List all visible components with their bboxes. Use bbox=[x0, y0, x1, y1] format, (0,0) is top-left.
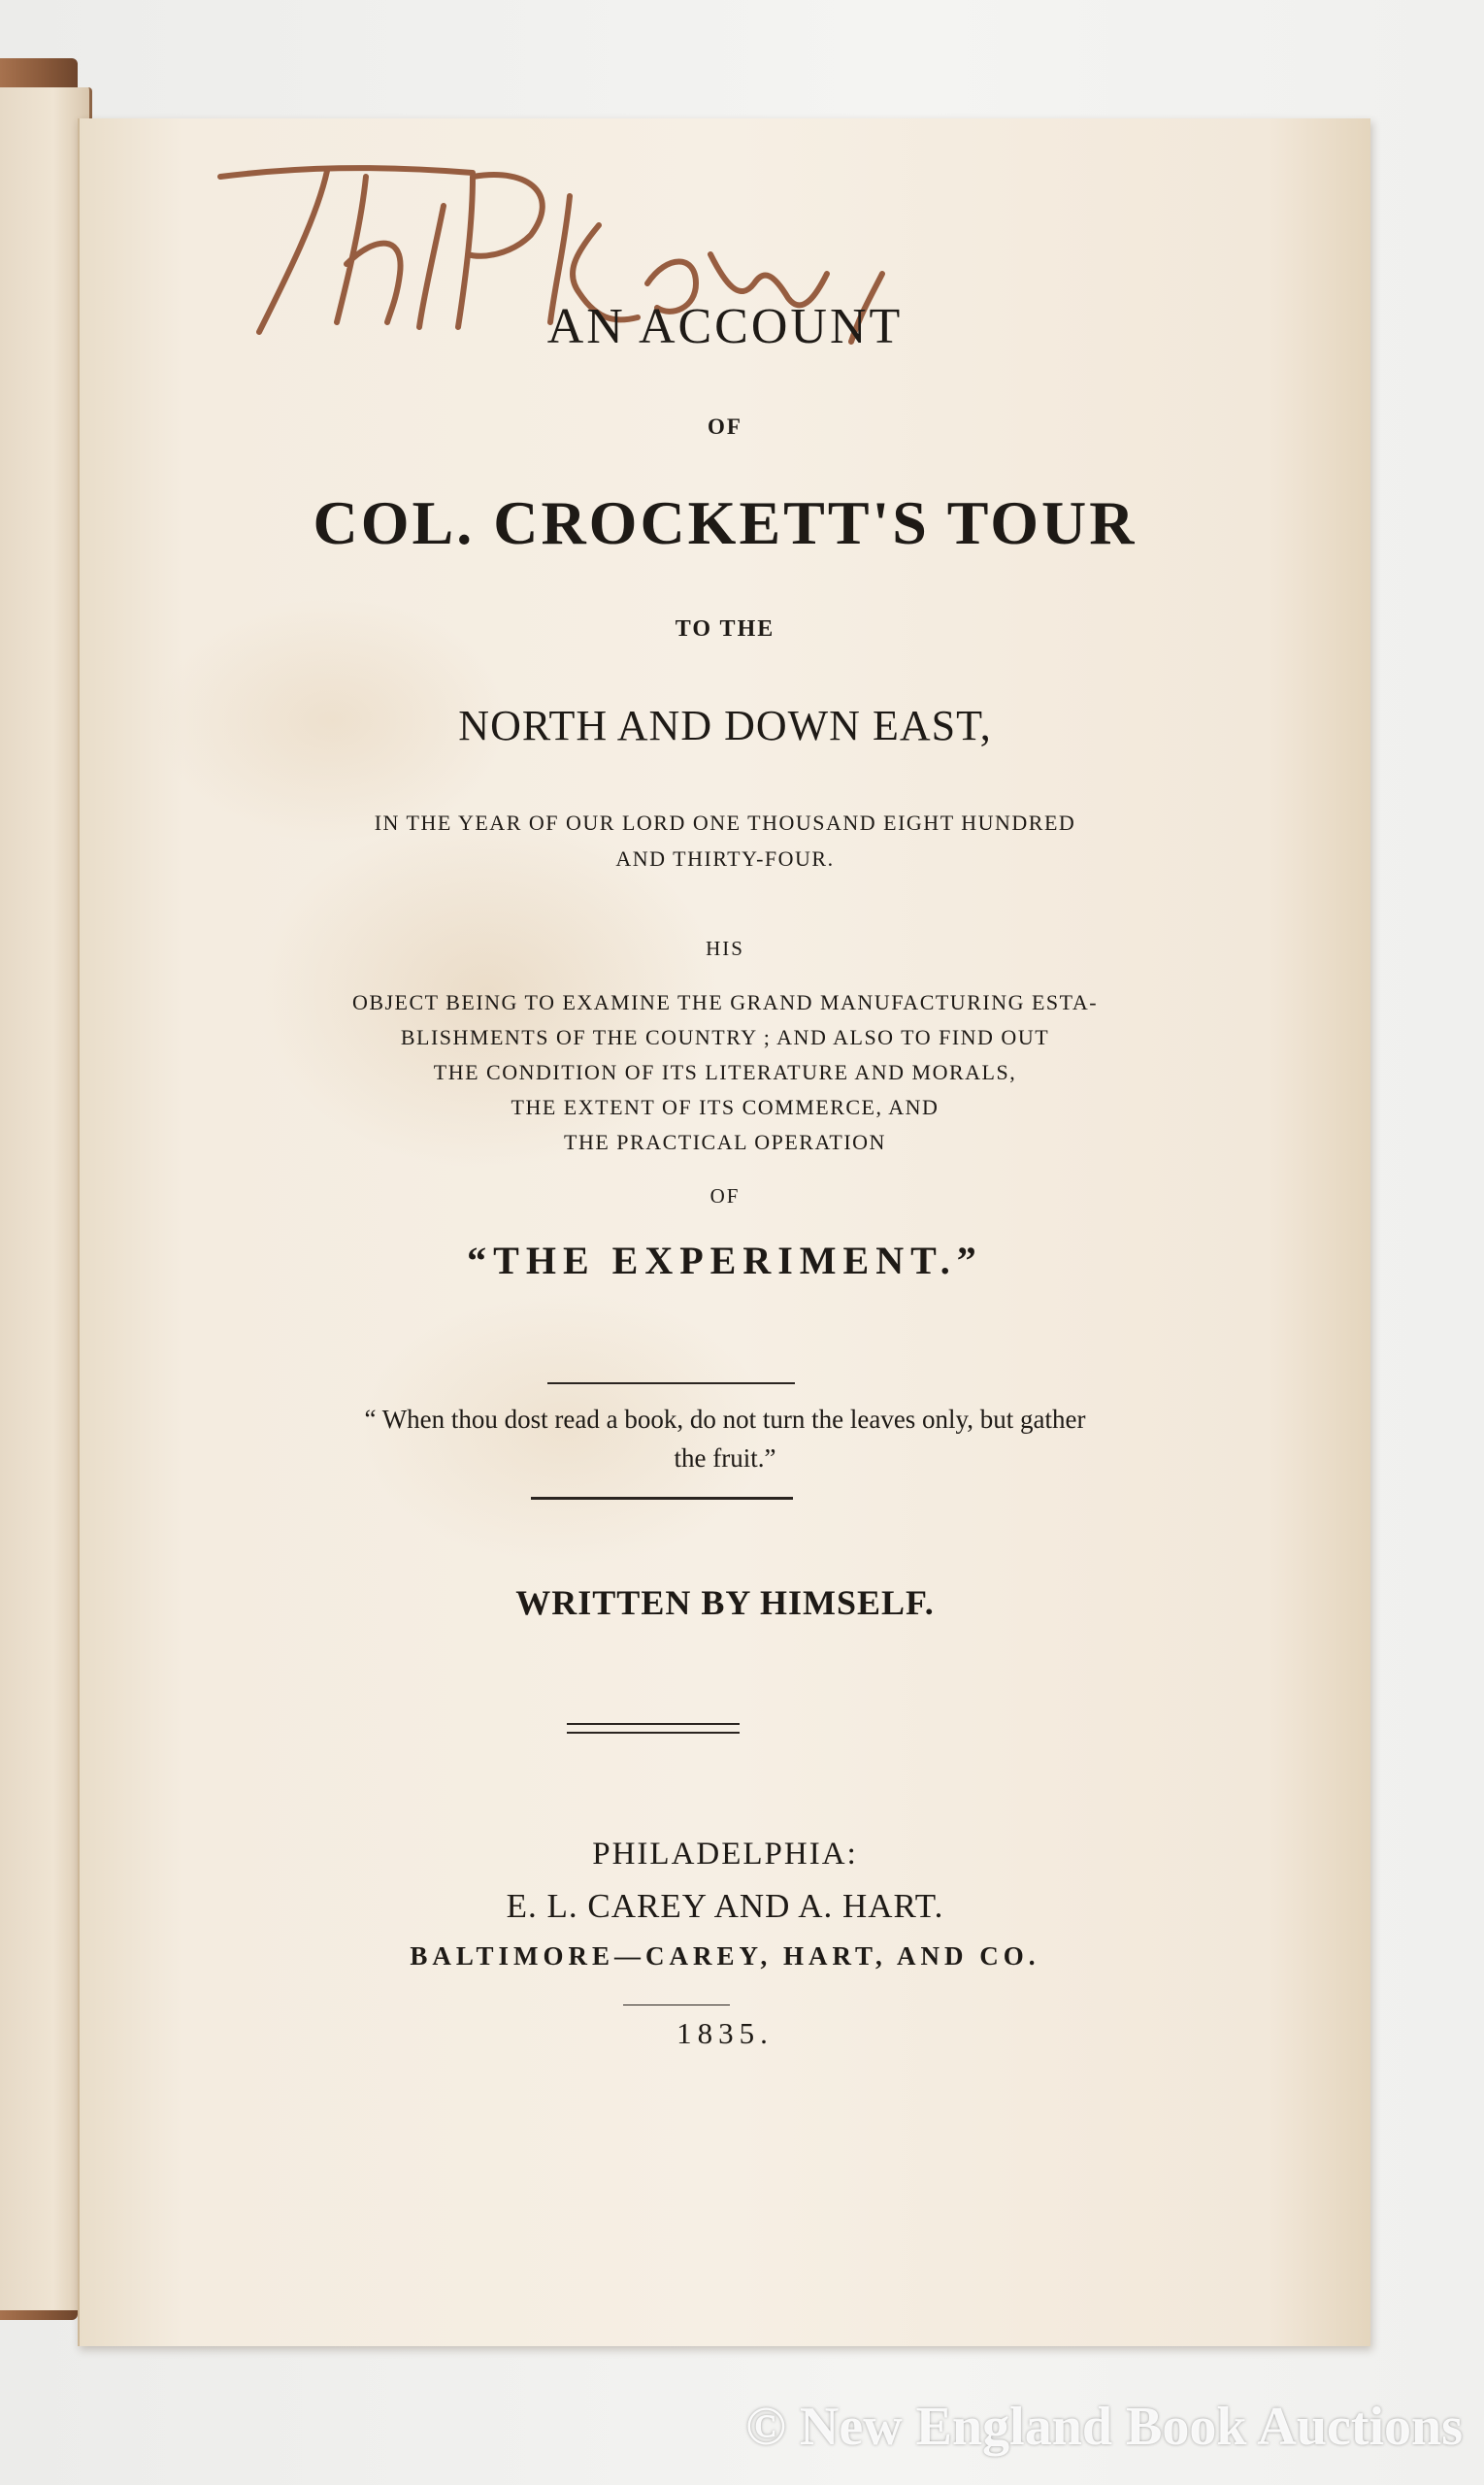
imprint-baltimore: BALTIMORE—CAREY, HART, AND CO. bbox=[410, 1941, 1040, 1971]
object-line-5: THE PRACTICAL OPERATION bbox=[564, 1130, 886, 1154]
year-line-1: IN THE YEAR OF OUR LORD ONE THOUSAND EIGHT HUNDRED bbox=[374, 811, 1076, 835]
object-line-4: THE EXTENT OF ITS COMMERCE, AND bbox=[511, 1095, 940, 1119]
object-line-2: BLISHMENTS OF THE COUNTRY ; AND ALSO TO FIND OUT bbox=[400, 1025, 1050, 1049]
title-line-his: HIS bbox=[706, 937, 744, 960]
title-page bbox=[78, 118, 1370, 2346]
rule-above-quote bbox=[547, 1382, 795, 1384]
year-line-2: AND THIRTY-FOUR. bbox=[615, 846, 835, 871]
object-line-6: OF bbox=[709, 1184, 741, 1208]
title-line-of: OF bbox=[708, 414, 742, 439]
subtitle-destination: NORTH AND DOWN EAST, bbox=[458, 702, 992, 749]
byline: WRITTEN BY HIMSELF. bbox=[515, 1583, 935, 1622]
imprint-publisher: E. L. CAREY AND A. HART. bbox=[506, 1887, 944, 1925]
experiment-heading: “THE EXPERIMENT.” bbox=[467, 1239, 983, 1282]
imprint-year: 1835. bbox=[676, 2016, 774, 2050]
double-rule-bottom bbox=[567, 1732, 740, 1734]
title-line-to-the: TO THE bbox=[675, 616, 775, 642]
epigraph-line-2: the fruit.” bbox=[674, 1443, 776, 1473]
main-title: COL. CROCKETT'S TOUR bbox=[313, 488, 1138, 557]
rule-below-quote bbox=[531, 1497, 793, 1500]
imprint-city: PHILADELPHIA: bbox=[592, 1837, 858, 1872]
double-rule-top bbox=[567, 1723, 740, 1725]
watermark: © New England Book Auctions bbox=[745, 2397, 1463, 2457]
title-line-an-account: AN ACCOUNT bbox=[546, 299, 904, 354]
epigraph-line-1: “ When thou dost read a book, do not turn the leaves only, but gather bbox=[364, 1405, 1086, 1434]
object-line-3: THE CONDITION OF ITS LITERATURE AND MORALS, bbox=[433, 1060, 1017, 1084]
object-line-1: OBJECT BEING TO EXAMINE THE GRAND MANUFACTURING ESTA- bbox=[351, 990, 1099, 1014]
